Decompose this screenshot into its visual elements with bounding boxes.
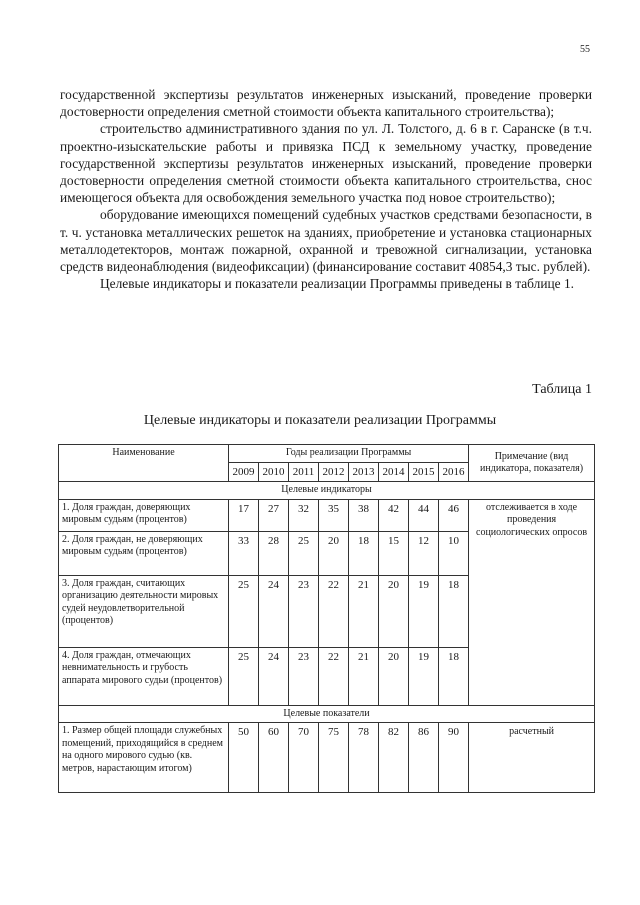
value-cell: 21	[349, 575, 379, 647]
year-cell: 2014	[379, 462, 409, 482]
year-cell: 2013	[349, 462, 379, 482]
table-header-row	[59, 445, 595, 463]
year-cell: 2015	[409, 462, 439, 482]
value-cell: 24	[259, 647, 289, 705]
metric-note: расчетный	[469, 723, 595, 793]
value-cell: 46	[439, 499, 469, 531]
paragraph: строительство административного здания по ул. Л. Толстого, д. 6 в г. Саранске (в т.ч. проектно-изыскательские работы и привязка ПСД к земельному участку, проведение государственной экспертизы результатов инженерных изысканий, проведение проверки достоверности определения сметной стоимости объекта капитального строительства, снос имеющегося объекта для освобождения земельного участка под новое строительство);	[60, 121, 592, 206]
body-text	[60, 86, 592, 292]
year-cell: 2009	[229, 462, 259, 482]
section-row	[59, 705, 595, 723]
year-cell: 2011	[289, 462, 319, 482]
value-cell: 12	[409, 531, 439, 575]
table-label: Таблица 1	[532, 382, 592, 397]
value-cell: 35	[319, 499, 349, 531]
row-name: 3. Доля граждан, считающих организацию деятельности мировых судей неудовлетворительной (процентов)	[59, 575, 229, 647]
value-cell: 60	[259, 723, 289, 793]
value-cell: 10	[439, 531, 469, 575]
table-row	[59, 499, 595, 531]
value-cell: 24	[259, 575, 289, 647]
header-name: Наименование	[59, 445, 229, 482]
value-cell: 20	[379, 647, 409, 705]
year-cell: 2012	[319, 462, 349, 482]
value-cell: 25	[289, 531, 319, 575]
row-name: 1. Размер общей площади служебных помещений, приходящийся в среднем на одного мирового судью (кв. метров, нарастающим итогом)	[59, 723, 229, 793]
value-cell: 19	[409, 575, 439, 647]
value-cell: 33	[229, 531, 259, 575]
section-row	[59, 482, 595, 500]
value-cell: 42	[379, 499, 409, 531]
value-cell: 28	[259, 531, 289, 575]
table-title: Целевые индикаторы и показатели реализации Программы	[143, 413, 497, 428]
value-cell: 75	[319, 723, 349, 793]
value-cell: 15	[379, 531, 409, 575]
year-cell: 2016	[439, 462, 469, 482]
table-row	[59, 723, 595, 793]
value-cell: 78	[349, 723, 379, 793]
row-name: 1. Доля граждан, доверяющих мировым судьям (процентов)	[59, 499, 229, 531]
header-years: Годы реализации Программы	[229, 445, 469, 463]
value-cell: 20	[379, 575, 409, 647]
year-cell: 2010	[259, 462, 289, 482]
value-cell: 27	[259, 499, 289, 531]
value-cell: 21	[349, 647, 379, 705]
value-cell: 22	[319, 647, 349, 705]
value-cell: 18	[439, 647, 469, 705]
value-cell: 32	[289, 499, 319, 531]
row-name: 2. Доля граждан, не доверяющих мировым судьям (процентов)	[59, 531, 229, 575]
value-cell: 18	[439, 575, 469, 647]
paragraph: Целевые индикаторы и показатели реализации Программы приведены в таблице 1.	[100, 276, 575, 292]
value-cell: 18	[349, 531, 379, 575]
value-cell: 22	[319, 575, 349, 647]
value-cell: 90	[439, 723, 469, 793]
value-cell: 23	[289, 575, 319, 647]
paragraph: государственной экспертизы результатов инженерных изысканий, проведение проверки достоверности определения сметной стоимости объекта капитального строительства);	[60, 87, 592, 120]
paragraph: оборудование имеющихся помещений судебных участков средствами безопасности, в т. ч. установка металлических решеток на зданиях, приобретение и установка стационарных металлодетекторов, монтаж пожарной, охранной и тревожной сигнализации, установка средств видеонаблюдения (видеофиксации) (финансирование составит 40854,3 тыс. рублей).	[60, 207, 592, 275]
value-cell: 19	[409, 647, 439, 705]
value-cell: 70	[289, 723, 319, 793]
indicators-table	[58, 444, 595, 793]
page-number: 55	[580, 44, 590, 55]
value-cell: 23	[289, 647, 319, 705]
value-cell: 17	[229, 499, 259, 531]
section-indicators: Целевые индикаторы	[59, 482, 595, 500]
indicators-note: отслеживается в ходе проведения социологических опросов	[469, 499, 595, 705]
value-cell: 25	[229, 647, 259, 705]
value-cell: 20	[319, 531, 349, 575]
value-cell: 82	[379, 723, 409, 793]
value-cell: 38	[349, 499, 379, 531]
value-cell: 44	[409, 499, 439, 531]
section-metrics: Целевые показатели	[59, 705, 595, 723]
value-cell: 50	[229, 723, 259, 793]
row-name: 4. Доля граждан, отмечающих невнимательность и грубость аппарата мирового судьи (процентов)	[59, 647, 229, 705]
header-note: Примечание (вид индикатора, показателя)	[469, 445, 595, 482]
value-cell: 86	[409, 723, 439, 793]
value-cell: 25	[229, 575, 259, 647]
